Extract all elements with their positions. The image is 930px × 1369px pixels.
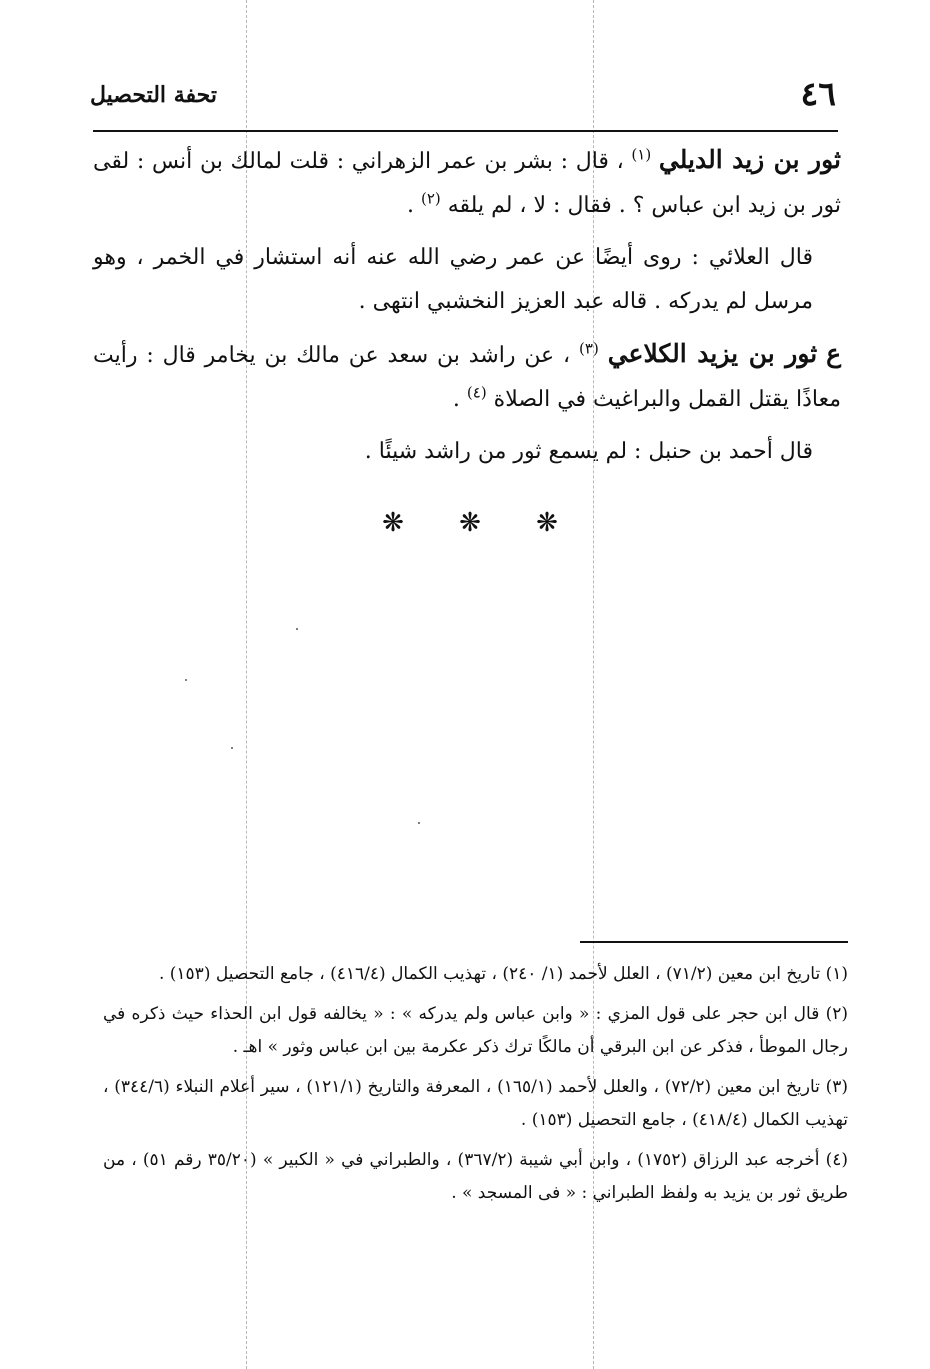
footnote-4: (٤) أخرجه عبد الرزاق (١٧٥٢) ، وابن أبي شيبة (٣٦٧/٢) ، والطبراني في « الكبير » (٣٥/٢٠ رقم ٥١) ، من طريق ثور بن يزيد به ولفظ الطبراني : « فى المسجد » . xyxy=(103,1150,849,1203)
footnote-ref: (١) xyxy=(631,145,652,164)
footnote-2: (٢) قال ابن حجر على قول المزي : « وابن عباس ولم يدركه » : « يخالفه قول ابن الحذاء حيث ذكره في رجال الموطأ ، فذكر عن ابن البرقي أن مالكًا ترك ذكر عكرمة بين ابن عباس وثور » اهـ . xyxy=(103,1004,848,1057)
asterism-icon: ❋ xyxy=(536,508,558,538)
narrator-symbol: ع xyxy=(826,339,842,368)
narrator-name: ثور بن يزيد الكلاعي xyxy=(607,339,818,368)
header-rule xyxy=(93,130,838,132)
entry-thawr-ibn-yazid xyxy=(93,332,841,422)
asterism-icon: ❋ xyxy=(459,508,481,538)
scan-speck xyxy=(418,822,420,824)
footnote-ref: (٢) xyxy=(420,189,441,208)
scan-speck xyxy=(185,679,187,681)
footnote-1: (١) تاريخ ابن معين (٧١/٢) ، العلل لأحمد (١/ ٢٤٠) ، تهذيب الكمال (٤١٦/٤) ، جامع التحصيل (١٥٣) . xyxy=(158,964,848,984)
footnote-ref: (٣) xyxy=(579,339,599,358)
entry-ahmad-comment xyxy=(93,430,841,474)
scan-speck xyxy=(231,747,233,749)
entry-end: . xyxy=(452,387,460,412)
narrator-name: ثور بن زيد الديلي xyxy=(658,145,841,174)
entry-text: قال العلائي : روى أيضًا عن عمر رضي الله عنه أنه استشار في الخمر ، وهو مرسل لم يدركه . قاله عبد العزيز النخشبي انتهى . xyxy=(93,245,813,314)
main-text xyxy=(93,138,841,474)
footnote-rule xyxy=(580,941,848,943)
footnotes xyxy=(103,958,848,1210)
page-number: ٤٦ xyxy=(800,74,836,113)
entry-text: ، عن راشد بن سعد عن مالك بن يخامر قال : رأيت معاذًا يقتل القمل والبراغيث في الصلاة xyxy=(93,343,841,412)
footnote-3: (٣) تاريخ ابن معين (٧٢/٢) ، والعلل لأحمد (١٦٥/١) ، المعرفة والتاريخ (١٢١/١) ، سير أعلام النبلاء (٣٤٤/٦) ، تهذيب الكمال (٤١٨/٤) ، جامع التحصيل (١٥٣) . xyxy=(103,1077,848,1130)
footnote-ref: (٤) xyxy=(466,383,487,402)
entry-thawr-ibn-zayd xyxy=(93,138,841,228)
section-separator xyxy=(380,508,560,538)
entry-end: . xyxy=(406,193,414,218)
running-title: تحفة التحصيل xyxy=(90,82,217,108)
asterism-icon: ❋ xyxy=(382,508,404,538)
scan-speck xyxy=(296,628,298,630)
entry-text: قال أحمد بن حنبل : لم يسمع ثور من راشد شيئًا . xyxy=(364,439,813,464)
entry-text: ، قال : بشر بن عمر الزهراني : قلت لمالك بن أنس : لقى ثور بن زيد ابن عباس ؟ . فقال : لا ، لم يلقه xyxy=(93,149,841,218)
entry-alai-comment xyxy=(93,236,841,324)
